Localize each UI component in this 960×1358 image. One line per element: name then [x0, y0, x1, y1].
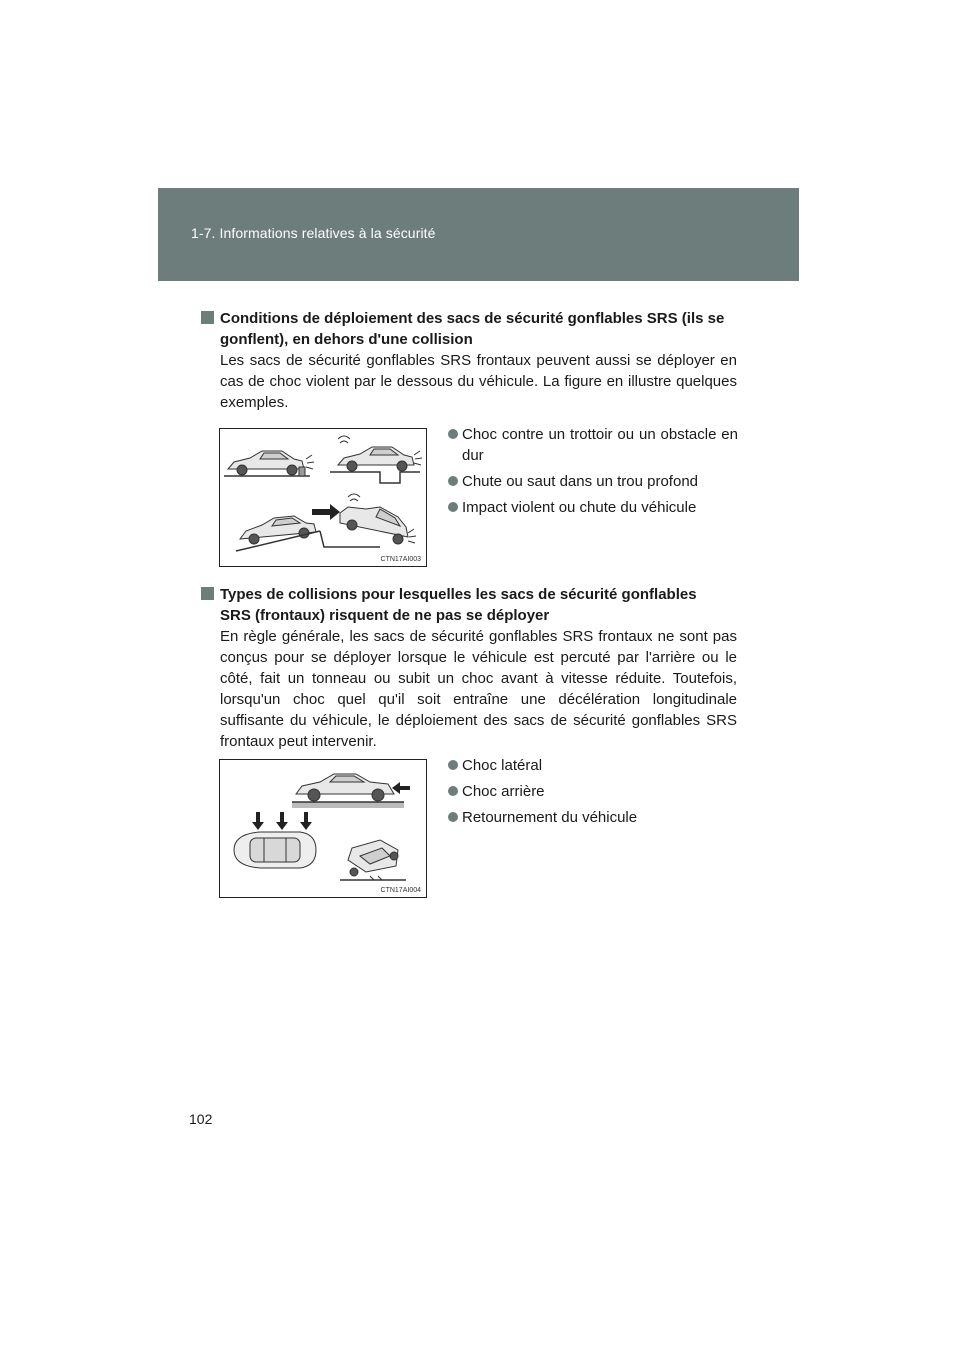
square-bullet-icon: [201, 587, 214, 600]
list-item: [448, 781, 738, 802]
page-number: 102: [189, 1111, 213, 1127]
list-item: [448, 755, 738, 776]
arrow-right-icon: [312, 504, 340, 520]
list-item-text: Impact violent ou chute du véhicule: [462, 499, 697, 516]
arrow-down-icon: [300, 812, 312, 830]
list-item: [448, 807, 738, 828]
car-falling-icon: [340, 494, 416, 544]
figure-code: CTN17AI004: [380, 887, 421, 894]
bullet-dot-icon: [448, 760, 458, 770]
figure-non-deploy-collisions: [219, 759, 427, 898]
chapter-header: [158, 188, 799, 281]
section-2-title-line2: SRS (frontaux) risquent de ne pas se déployer: [220, 607, 550, 624]
arrow-down-icon: [276, 812, 288, 830]
bullet-dot-icon: [448, 429, 458, 439]
section-1-title: [201, 308, 737, 350]
section-2-bullets: [448, 755, 738, 833]
section-2-title: [201, 584, 737, 626]
figure-underbody-impacts: [219, 428, 427, 567]
section-1-title-line1: Conditions de déploiement des sacs de sécurité gonflables SRS (ils se: [220, 310, 725, 327]
car-top-view-icon: [234, 832, 316, 868]
section-2-body: En règle générale, les sacs de sécurité gonflables SRS frontaux ne sont pas conçus pour se déployer lorsque le véhicule est percuté par l'arrière ou le côté, fait un tonneau ou subit un choc avant à vitesse réduite. Toutefois, lorsqu'un choc quel qu'il soit entraîne une décélération longitudinale suffisante du véhicule, le déploiement des sacs de sécurité gonflables SRS frontaux peut intervenir.: [220, 628, 737, 750]
car-rear-impact-icon: [292, 774, 404, 808]
list-item-text: Choc arrière: [462, 783, 545, 800]
section-2-title-line1: Types de collisions pour lesquelles les sacs de sécurité gonflables: [220, 586, 697, 603]
list-item: [448, 424, 738, 466]
bullet-dot-icon: [448, 476, 458, 486]
section-1-bullets: [448, 424, 738, 523]
bullet-dot-icon: [448, 502, 458, 512]
section-1-title-line2: gonflent), en dehors d'une collision: [220, 331, 473, 348]
underbody-impact-illustration: [220, 429, 426, 566]
list-item-text: Choc latéral: [462, 757, 543, 774]
list-item-text: Choc contre un trottoir ou un obstacle en dur: [462, 426, 738, 464]
list-item-text: Retournement du véhicule: [462, 809, 638, 826]
list-item: [448, 497, 738, 518]
arrow-left-icon: [392, 782, 410, 794]
figure-code: CTN17AI003: [380, 556, 421, 563]
section-1-body: Les sacs de sécurité gonflables SRS frontaux peuvent aussi se déployer en cas de choc violent par le dessous du véhicule. La figure en illustre quelques exemples.: [220, 352, 737, 411]
square-bullet-icon: [201, 311, 214, 324]
non-deploy-illustration: [220, 760, 426, 897]
arrow-down-icon: [252, 812, 264, 830]
car-curb-icon: [224, 451, 314, 476]
car-hole-icon: [330, 436, 422, 483]
list-item-text: Chute ou saut dans un trou profond: [462, 473, 699, 490]
bullet-dot-icon: [448, 786, 458, 796]
list-item: [448, 471, 738, 492]
bullet-dot-icon: [448, 812, 458, 822]
chapter-title: 1-7. Informations relatives à la sécurité: [191, 225, 436, 241]
car-rollover-icon: [340, 840, 406, 880]
